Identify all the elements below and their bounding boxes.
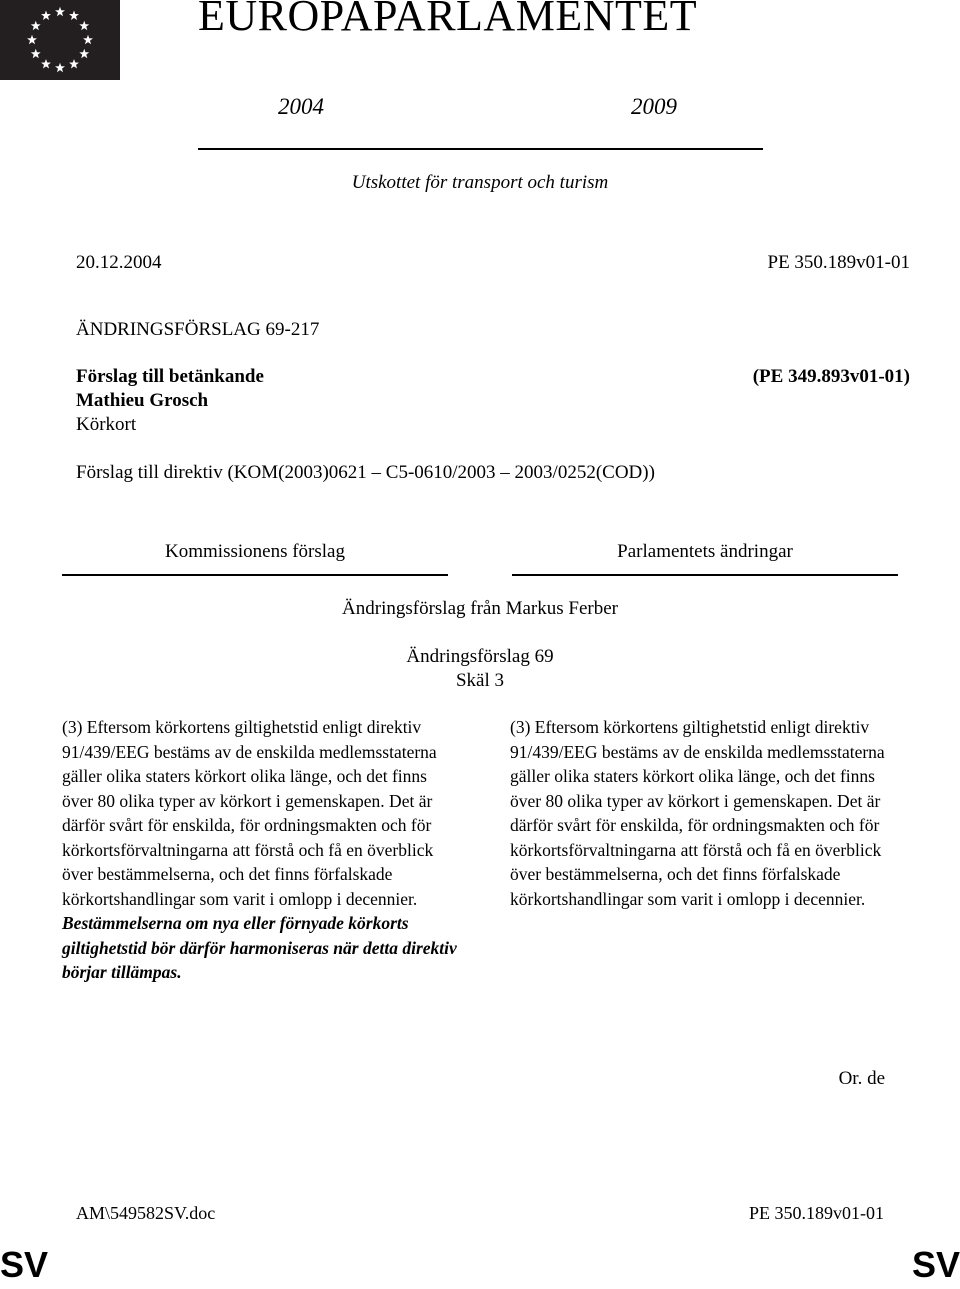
- report-subject: Körkort: [76, 414, 137, 435]
- eu-flag-icon: [0, 0, 120, 80]
- commission-proposal-header: Kommissionens förslag: [165, 541, 345, 562]
- report-label: Förslag till betänkande: [76, 366, 264, 387]
- document-date: 20.12.2004: [76, 252, 162, 273]
- document-file-reference: AM\549582SV.doc: [76, 1203, 216, 1223]
- flag-star-icon: [41, 11, 51, 20]
- flag-star-icon: [31, 49, 41, 58]
- institution-title: EUROPAPARLAMENTET: [198, 0, 698, 40]
- term-start-year: 2004: [278, 94, 324, 119]
- amendment-number: Ändringsförslag 69: [406, 646, 554, 667]
- flag-star-icon: [79, 49, 89, 58]
- flag-star-icon: [31, 21, 41, 30]
- flag-star-icon: [41, 59, 51, 68]
- flag-star-icon: [55, 63, 65, 72]
- header-divider: [198, 148, 763, 150]
- commission-text-original: (3) Eftersom körkortens giltighetstid enligt direktiv 91/439/EEG bestäms av de enskilda medlemsstaterna gäller olika staters körkort olika länge, och det finns över 80 olika typer av körkort i gemenskapen. Det är därför svårt för enskilda, för ordningsmakten och för körkortsförvaltningarna att förstå och få en överblick över bestämmelserna, och det finns förfalskade körkortshandlingar som varit i omlopp i decennier.: [62, 717, 437, 909]
- language-code-left: SV: [0, 1244, 49, 1285]
- parliament-amendments-header: Parlamentets ändringar: [617, 541, 793, 562]
- original-language: Or. de: [838, 1068, 885, 1089]
- flag-star-icon: [69, 59, 79, 68]
- footer-pe-reference: PE 350.189v01-01: [749, 1203, 884, 1223]
- parliament-text-body: (3) Eftersom körkortens giltighetstid enligt direktiv 91/439/EEG bestäms av de enskilda medlemsstaterna gäller olika staters körkort olika länge, och det finns över 80 olika typer av körkort i gemenskapen. Det är därför svårt för enskilda, för ordningsmakten och för körkortsförvaltningarna att förstå och få en överblick över bestämmelserna, och det finns förfalskade körkortshandlingar som varit i omlopp i decennier.: [510, 717, 885, 909]
- language-code-right: SV: [911, 1244, 960, 1285]
- parliament-text: [510, 715, 908, 911]
- left-column-rule: [62, 574, 448, 576]
- report-reference: (PE 349.893v01-01): [752, 366, 910, 387]
- proposal-reference: Förslag till direktiv (KOM(2003)0621 – C5-0610/2003 – 2003/0252(COD)): [76, 462, 655, 483]
- flag-star-icon: [27, 35, 37, 44]
- flag-star-icon: [79, 21, 89, 30]
- flag-star-icon: [69, 11, 79, 20]
- rapporteur-name: Mathieu Grosch: [76, 390, 209, 411]
- recital-reference: Skäl 3: [455, 670, 505, 691]
- flag-star-icon: [83, 35, 93, 44]
- committee-name: Utskottet för transport och turism: [351, 172, 609, 193]
- commission-text: [62, 715, 460, 985]
- amendment-heading: ÄNDRINGSFÖRSLAG 69-217: [76, 319, 320, 340]
- right-column-rule: [512, 574, 898, 576]
- pe-reference: PE 350.189v01-01: [767, 252, 910, 273]
- commission-text-added: Bestämmelserna om nya eller förnyade körkorts giltighetstid bör därför harmoniseras när detta direktiv börjar tillämpas.: [62, 913, 457, 982]
- flag-star-icon: [55, 7, 65, 16]
- amendment-author: Ändringsförslag från Markus Ferber: [342, 598, 618, 619]
- term-end-year: 2009: [631, 94, 677, 119]
